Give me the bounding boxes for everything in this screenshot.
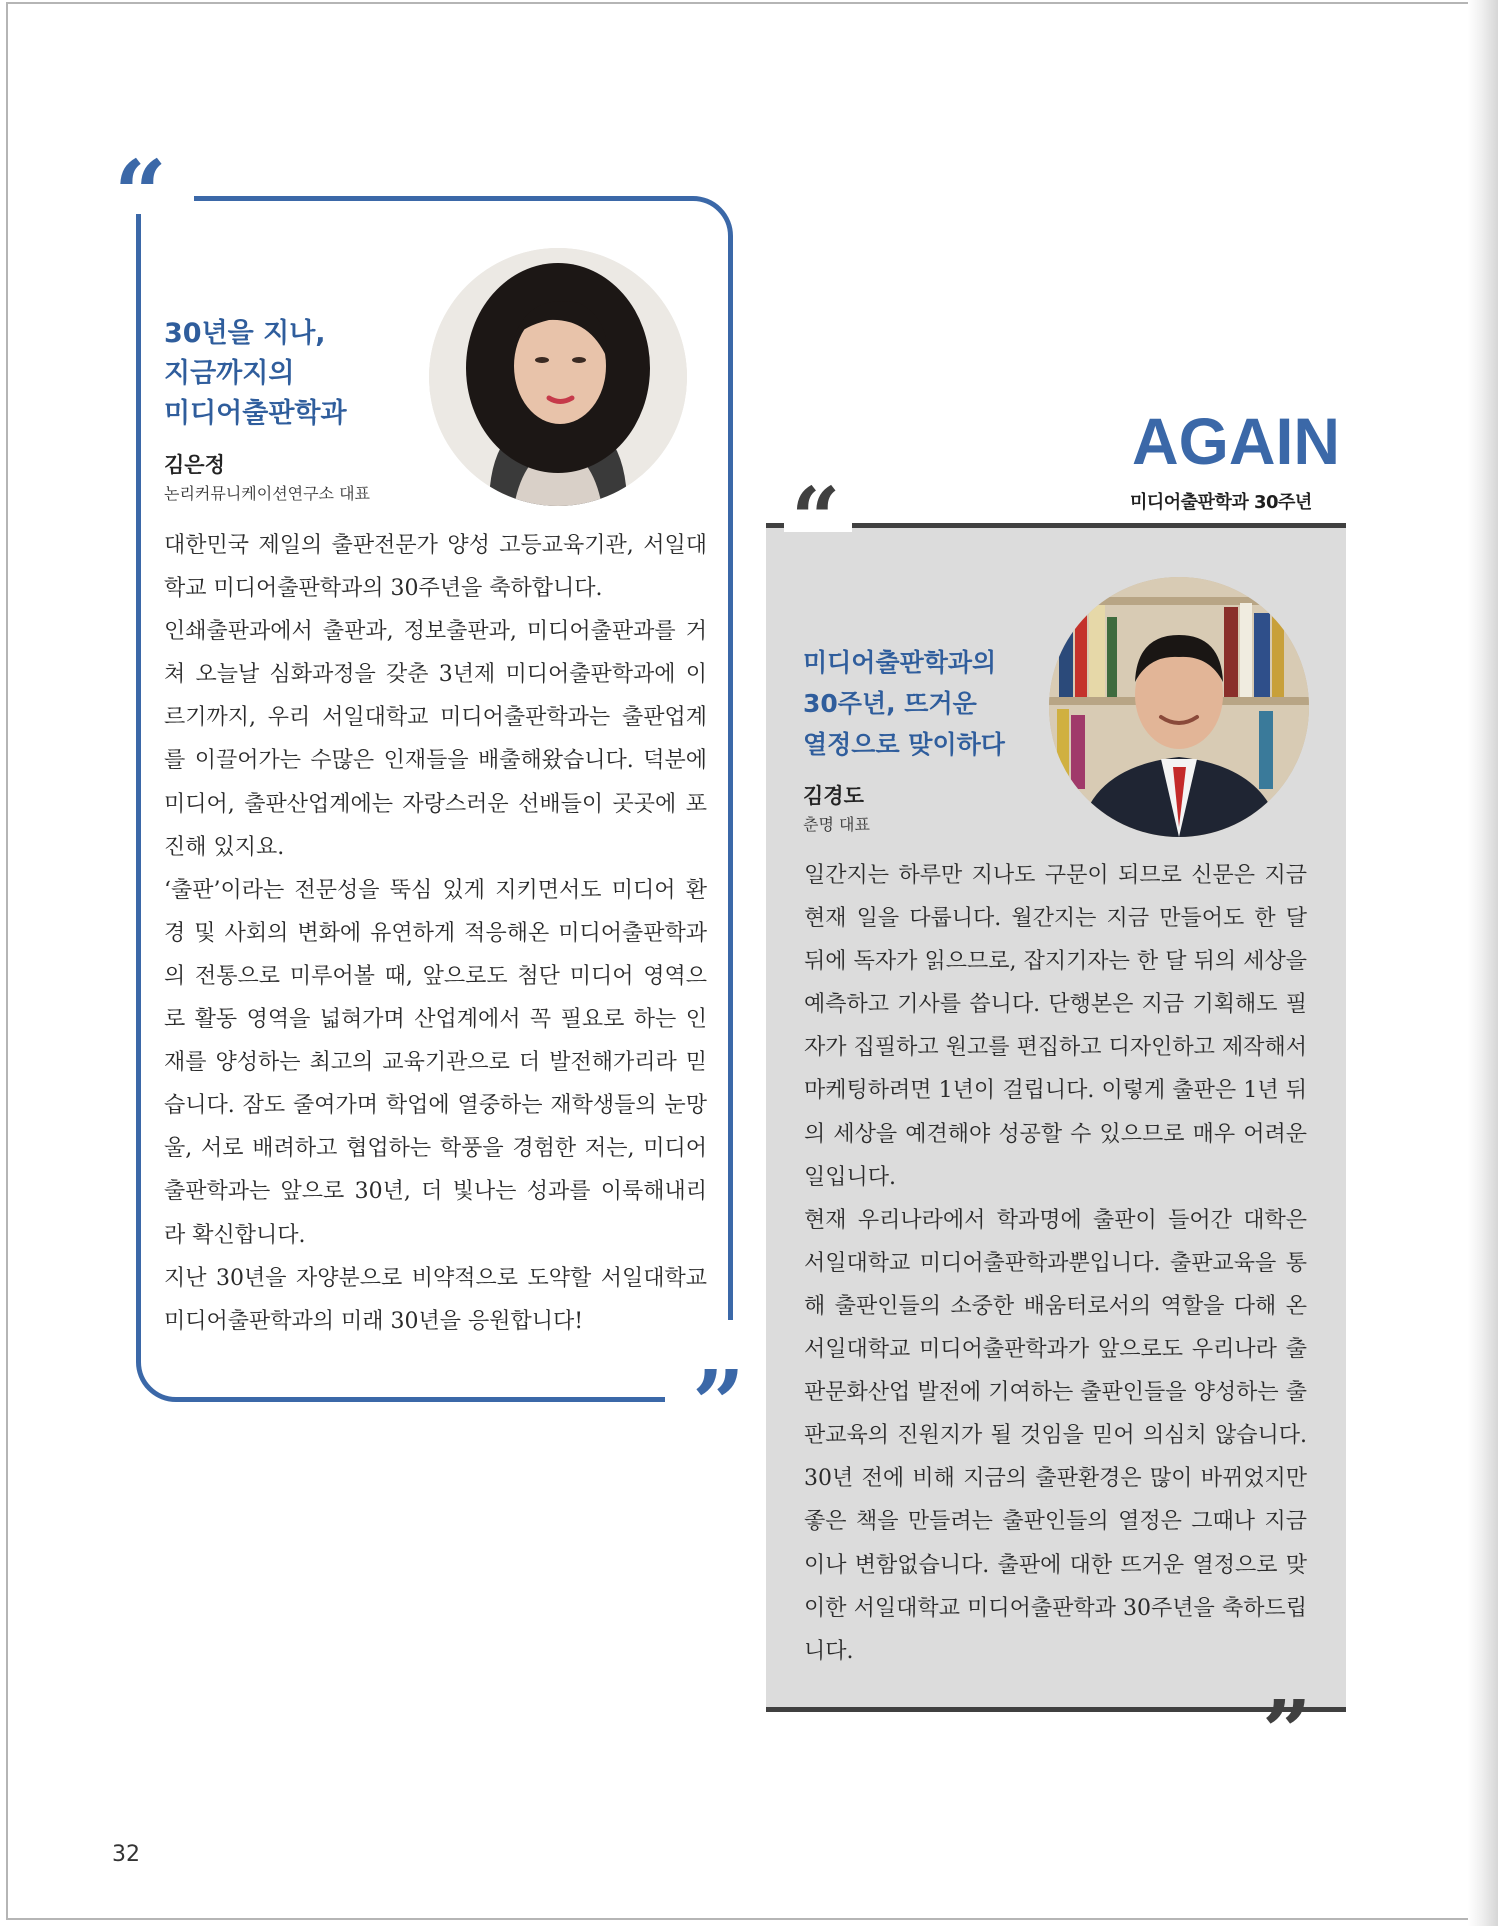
logo-text: AGAIN: [1132, 412, 1340, 468]
right-author-photo: [1049, 577, 1309, 837]
open-quote-icon: “: [791, 469, 841, 570]
title-line: 30년을 지나,: [164, 318, 326, 349]
anniversary-subtitle: 미디어출판학과 30주년: [1130, 492, 1312, 513]
left-article-body: [164, 524, 707, 1343]
paragraph: 현재 우리나라에서 학과명에 출판이 들어간 대학은 서일대학교 미디어출판학과뿐입니다. 출판교육을 통해 출판인들의 소중한 배움터로서의 역할을 다해 온 서일대학교 미디어출판학과가 앞으로도 우리나라 출판문화산업 발전에 기여하는 출판인들을 양성하는 출판교육의 진원지가 될 것임을 믿어 의심치 않습니다. 30년 전에 비해 지금의 출판환경은 많이 바뀌었지만 좋은 책을 만들려는 출판인들의 열정은 그때나 지금이나 변함없습니다. 출판에 대한 뜨거운 열정으로 맞이한 서일대학교 미디어출판학과 30주년을 축하드립니다.: [804, 1207, 1307, 1664]
left-author-name: 김은정: [164, 453, 225, 477]
page-edge-shadow: [1468, 0, 1498, 1926]
page-number: 32: [112, 1842, 140, 1867]
title-line: 미디어출판학과: [164, 398, 347, 429]
right-author-name: 김경도: [803, 784, 864, 808]
paragraph: 대한민국 제일의 출판전문가 양성 고등교육기관, 서일대학교 미디어출판학과의 30주년을 축하합니다.: [164, 533, 707, 602]
left-author-photo: [429, 248, 687, 506]
right-article-body: [804, 854, 1307, 1673]
paragraph: ‘출판’이라는 전문성을 뚝심 있게 지키면서도 미디어 환경 및 사회의 변화에 유연하게 적응해온 미디어출판학과의 전통으로 미루어볼 때, 앞으로도 첨단 미디어 영역으로 활동 영역을 넓혀가며 산업계에서 꼭 필요로 하는 인재를 양성하는 최고의 교육기관으로 더 발전해가리라 믿습니다. 잠도 줄여가며 학업에 열중하는 재학생들의 눈망울, 서로 배려하고 협업하는 학풍을 경험한 저는, 미디어출판학과는 앞으로 30년, 더 빛나는 성과를 이룩해내리라 확신합니다.: [164, 877, 707, 1248]
left-author-role: 논리커뮤니케이션연구소 대표: [164, 484, 371, 503]
title-line: 열정으로 맞이하다: [803, 730, 1005, 759]
title-line: 30주년, 뜨거운: [803, 689, 977, 718]
right-author-role: 춘명 대표: [803, 815, 870, 834]
close-quote-icon: ”: [692, 1350, 745, 1458]
right-article-title: [803, 642, 1063, 765]
left-article-title: [164, 314, 444, 434]
open-quote-icon: “: [114, 140, 167, 248]
paragraph: 일간지는 하루만 지나도 구문이 되므로 신문은 지금 현재 일을 다룹니다. 월간지는 지금 만들어도 한 달 뒤에 독자가 읽으므로, 잡지기자는 한 달 뒤의 세상을 예측하고 기사를 씁니다. 단행본은 지금 기획해도 필자가 집필하고 원고를 편집하고 디자인하고 제작해서 마케팅하려면 1년이 걸립니다. 이렇게 출판은 1년 뒤의 세상을 예견해야 성공할 수 있으므로 매우 어려운 일입니다.: [804, 863, 1307, 1190]
close-quote-icon: ”: [1262, 1682, 1312, 1783]
title-line: 지금까지의: [164, 358, 295, 389]
title-line: 미디어출판학과의: [803, 648, 997, 677]
paragraph: 지난 30년을 자양분으로 비약적으로 도약할 서일대학교 미디어출판학과의 미래 30년을 응원합니다!: [164, 1265, 707, 1334]
again-logo: [1132, 412, 1340, 468]
paragraph: 인쇄출판과에서 출판과, 정보출판과, 미디어출판과를 거쳐 오늘날 심화과정을 갖춘 3년제 미디어출판학과에 이르기까지, 우리 서일대학교 미디어출판학과는 출판업계를 이끌어가는 수많은 인재들을 배출해왔습니다. 덕분에 미디어, 출판산업계에는 자랑스러운 선배들이 곳곳에 포진해 있지요.: [164, 619, 707, 860]
